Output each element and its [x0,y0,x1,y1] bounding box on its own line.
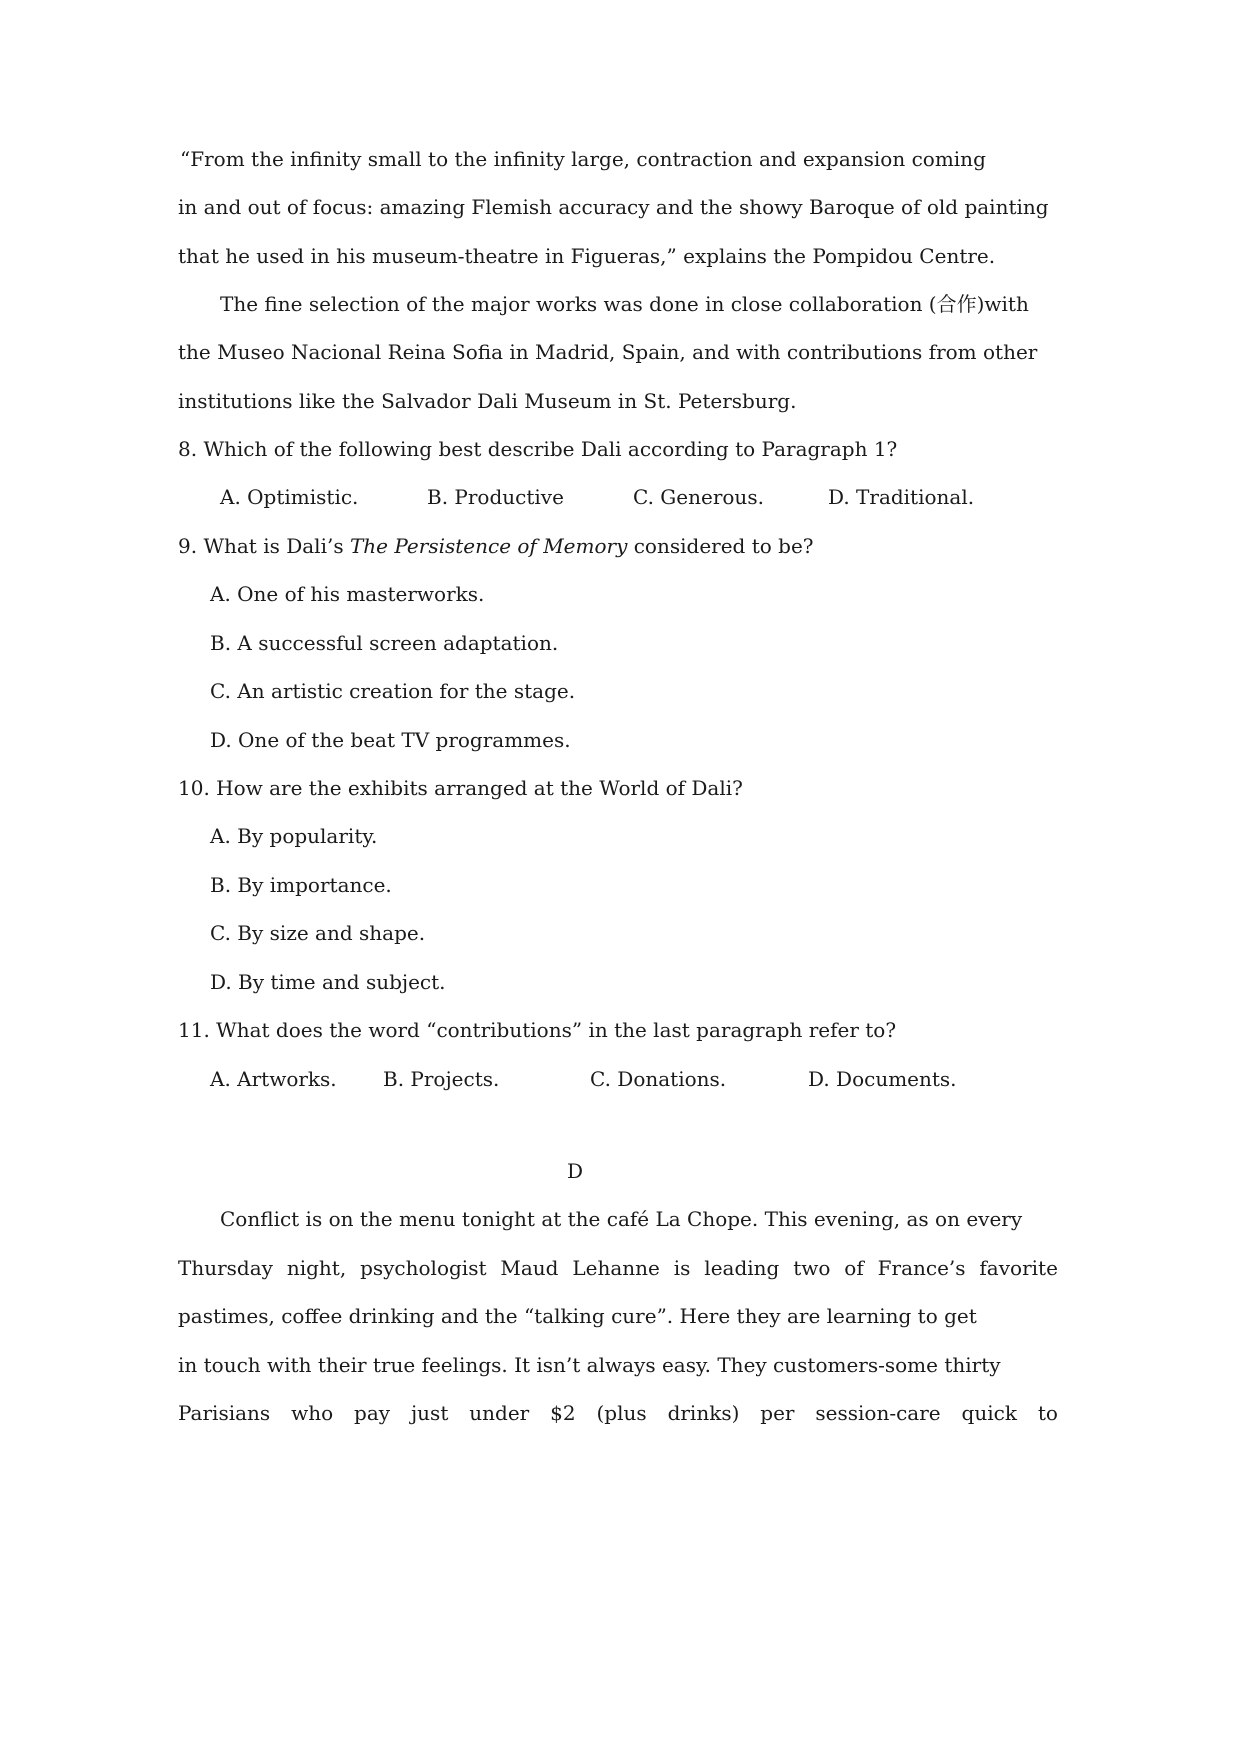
word: psychologist [360,1256,487,1280]
word: of [844,1256,864,1280]
word: who [291,1401,334,1425]
question-8-option-a: A. Optimistic. [220,485,359,509]
word: leading [704,1256,780,1280]
question-10-option-b: B. By importance. [210,873,392,897]
passage-c-line-4: The fine selection of the major works was done in close collaboration (合作)with [220,292,1029,316]
question-9-stem-post: considered to be? [627,534,814,558]
word: just [410,1401,449,1425]
word: favorite [979,1256,1058,1280]
question-10-option-a: A. By popularity. [210,824,378,848]
passage-c-line-5: the Museo Nacional Reina Sofia in Madrid, Spain, and with contributions from other [178,340,1038,364]
question-9-stem-pre: 9. What is Dali’s [178,534,350,558]
passage-c-line-6: institutions like the Salvador Dali Museum in St. Petersburg. [178,389,797,413]
word: pay [354,1401,391,1425]
passage-c-line-3: that he used in his museum-theatre in Figueras,” explains the Pompidou Centre. [178,244,996,268]
word: France’s [877,1256,966,1280]
question-9-option-d: D. One of the beat TV programmes. [210,728,571,752]
question-11-stem: 11. What does the word “contributions” in the last paragraph refer to? [178,1018,897,1042]
section-d-line-3: pastimes, coffee drinking and the “talking cure”. Here they are learning to get [178,1304,977,1328]
question-11-option-d: D. Documents. [808,1067,957,1091]
word: Maud [500,1256,559,1280]
question-10-option-c: C. By size and shape. [210,921,426,945]
question-8-option-b: B. Productive [427,485,564,509]
word: per [760,1401,795,1425]
question-10-stem: 10. How are the exhibits arranged at the World of Dali? [178,776,743,800]
question-9-stem-title: The Persistence of Memory [349,534,628,558]
question-8-option-d: D. Traditional. [828,485,975,509]
word: is [673,1256,691,1280]
word: Lehanne [572,1256,660,1280]
word: (plus [596,1401,647,1425]
question-11-option-b: B. Projects. [383,1067,500,1091]
section-d-line-4: in touch with their true feelings. It isn’t always easy. They customers-some thirty [178,1353,1001,1377]
word: two [793,1256,831,1280]
question-8-stem: 8. Which of the following best describe Dali according to Paragraph 1? [178,437,898,461]
question-11-option-a: A. Artworks. [210,1067,337,1091]
word: to [1037,1401,1058,1425]
word: night, [286,1256,347,1280]
question-8-option-c: C. Generous. [633,485,764,509]
word: $2 [550,1401,576,1425]
question-9-option-a: A. One of his masterworks. [210,582,485,606]
question-9-stem [178,530,1098,562]
word: under [469,1401,530,1425]
word: Parisians [178,1401,271,1425]
passage-c-line-1: “From the infinity small to the infinity large, contraction and expansion coming [180,147,986,171]
section-d-line-2 [178,1252,1058,1284]
section-d-heading: D [566,1159,584,1183]
word: session-care [815,1401,941,1425]
section-d-line-1: Conflict is on the menu tonight at the café La Chope. This evening, as on every [220,1207,1023,1231]
word: Thursday [178,1256,273,1280]
word: quick [961,1401,1017,1425]
question-9-option-c: C. An artistic creation for the stage. [210,679,576,703]
passage-c-line-2: in and out of focus: amazing Flemish accuracy and the showy Baroque of old painting [178,195,1049,219]
question-11-option-c: C. Donations. [590,1067,727,1091]
section-d-line-5 [178,1397,1058,1429]
word: drinks) [667,1401,740,1425]
question-9-option-b: B. A successful screen adaptation. [210,631,559,655]
question-10-option-d: D. By time and subject. [210,970,446,994]
